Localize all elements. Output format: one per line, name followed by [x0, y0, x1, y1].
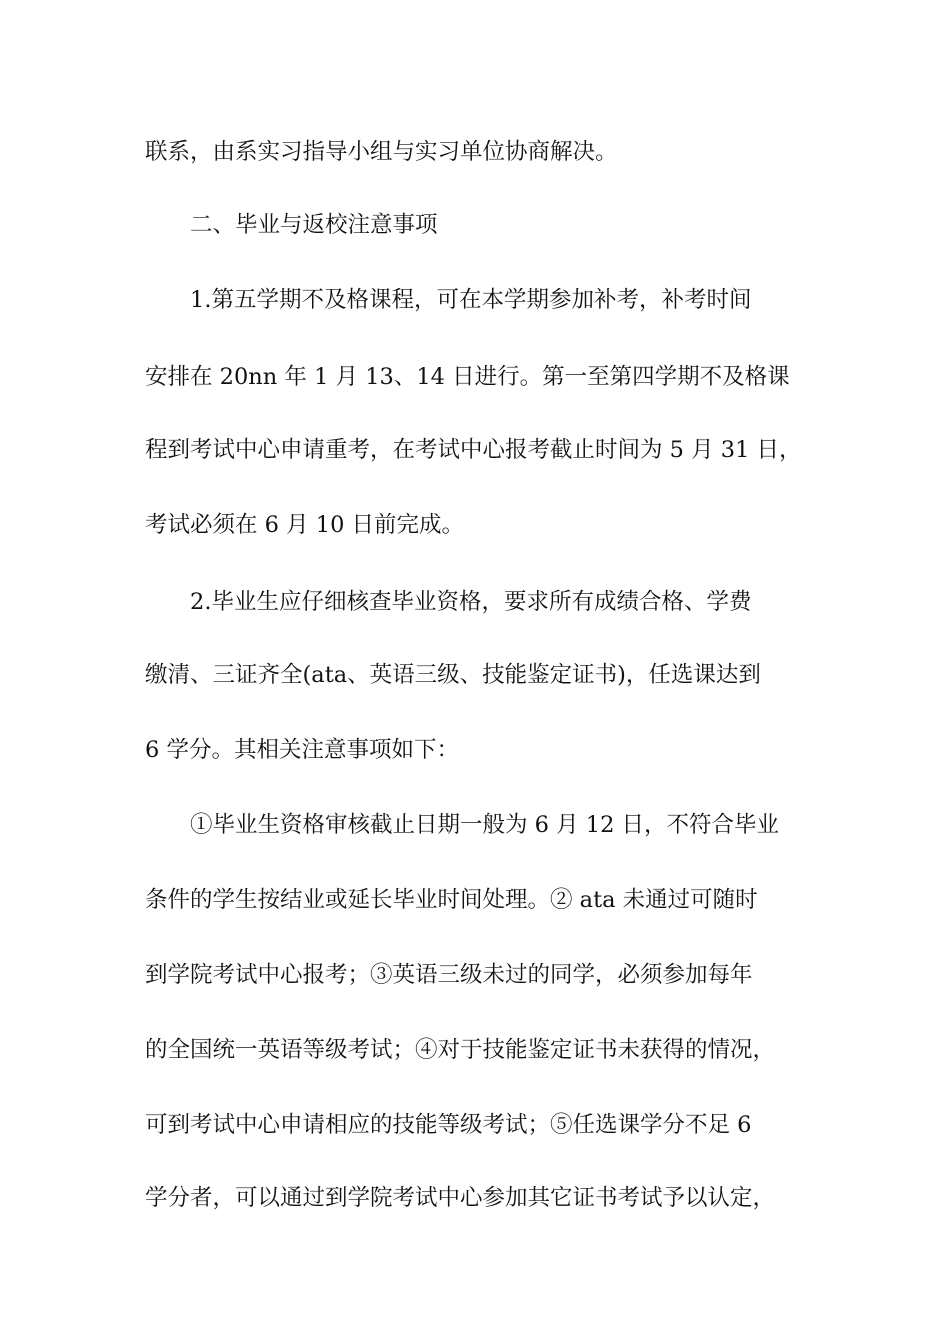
- paragraph-line: 1.第五学期不及格课程，可在本学期参加补考，补考时间: [190, 287, 752, 313]
- paragraph-line: 程到考试中心申请重考，在考试中心报考截止时间为 5 月 31 日，: [145, 437, 802, 463]
- paragraph-line: 到学院考试中心报考；③英语三级未过的同学，必须参加每年: [145, 962, 753, 988]
- paragraph-line: 缴清、三证齐全(ata、英语三级、技能鉴定证书)，任选课达到: [145, 662, 761, 688]
- paragraph-line: 的全国统一英语等级考试；④对于技能鉴定证书未获得的情况，: [145, 1037, 776, 1063]
- paragraph-line: 学分者，可以通过到学院考试中心参加其它证书考试予以认定，: [145, 1185, 776, 1211]
- paragraph-line: 6 学分。其相关注意事项如下：: [145, 737, 459, 763]
- paragraph-line: 考试必须在 6 月 10 日前完成。: [145, 512, 465, 538]
- paragraph-line: 联系，由系实习指导小组与实习单位协商解决。: [145, 139, 618, 165]
- paragraph-line: ①毕业生资格审核截止日期一般为 6 月 12 日，不符合毕业: [190, 812, 780, 838]
- paragraph-line: 条件的学生按结业或延长毕业时间处理。② ata 未通过可随时: [145, 887, 758, 913]
- paragraph-line: 可到考试中心申请相应的技能等级考试；⑤任选课学分不足 6: [145, 1112, 752, 1138]
- section-heading: 二、毕业与返校注意事项: [190, 212, 438, 238]
- paragraph-line: 2.毕业生应仔细核查毕业资格，要求所有成绩合格、学费: [190, 589, 752, 615]
- paragraph-line: 安排在 20nn 年 1 月 13、14 日进行。第一至第四学期不及格课: [145, 364, 790, 390]
